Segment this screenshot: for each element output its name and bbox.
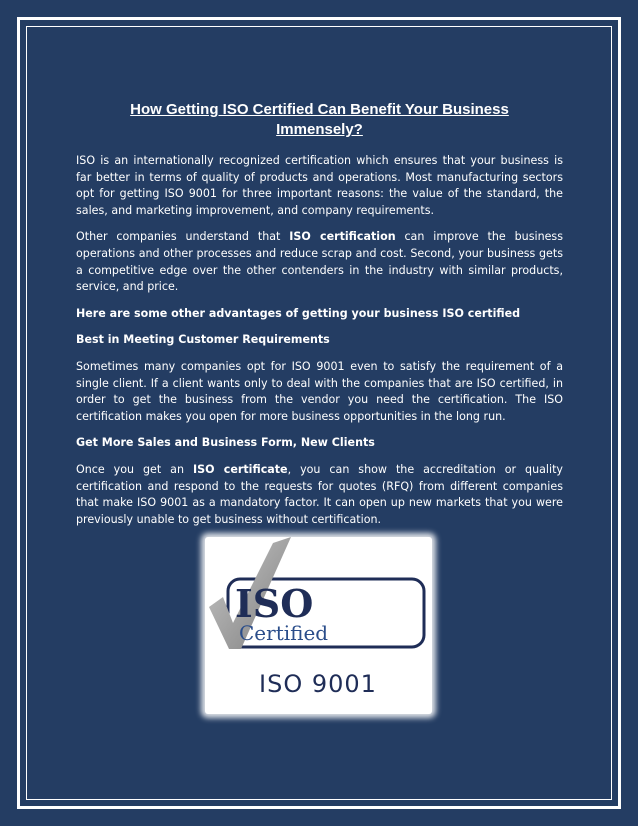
badge-standard-text: ISO 9001	[259, 670, 377, 698]
benefits-text-after: can improve the business operations and other processes and reduce scrap and cost. Second, your business gets a competitive edge over the other contenders in the industry with similar products, service, and price.	[76, 230, 563, 294]
benefits-text-before: Other companies understand that	[76, 230, 290, 244]
more-sales-paragraph	[76, 462, 563, 528]
iso-certified-badge	[205, 537, 432, 714]
iso-badge-graphic	[205, 537, 432, 714]
article-title: How Getting ISO Certified Can Benefit Your Business Immensely?	[130, 101, 509, 138]
sales-text-before: Once you get an	[76, 462, 193, 476]
badge-iso-text: ISO	[235, 581, 314, 626]
badge-certified-text: Certified	[239, 621, 329, 645]
iso-certificate-emphasis: ISO certificate	[192, 462, 288, 476]
customer-requirements-paragraph: Sometimes many companies opt for ISO 9001 even to satisfy the requirement of a single client. If a client wants only to deal with the companies that are ISO certified, in order to get the business from the vendor you need the certification. The ISO certification makes you open for more business opportunities in the long run.	[76, 359, 563, 423]
customer-requirements-heading: Best in Meeting Customer Requirements	[76, 333, 330, 347]
sales-text-after: , you can show the accreditation or quality certification and respond to the requests for quotes (RFQ) from different companies that make ISO 9001 as a mandatory factor. It can open up new markets that you were previously unable to get business without certification.	[76, 462, 563, 526]
iso-certification-emphasis: ISO certification	[289, 230, 396, 244]
more-sales-heading: Get More Sales and Business Form, New Clients	[76, 436, 375, 450]
article	[76, 100, 563, 538]
intro-paragraph: ISO is an internationally recognized certification which ensures that your business is far better in terms of quality of products and operations. Most manufacturing sectors opt for getting ISO 9001 for three important reasons: the value of the standard, the sales, and marketing improvement, and company requirements.	[76, 154, 563, 217]
benefits-paragraph	[76, 229, 563, 295]
advantages-heading: Here are some other advantages of getting your business ISO certified	[76, 306, 521, 320]
